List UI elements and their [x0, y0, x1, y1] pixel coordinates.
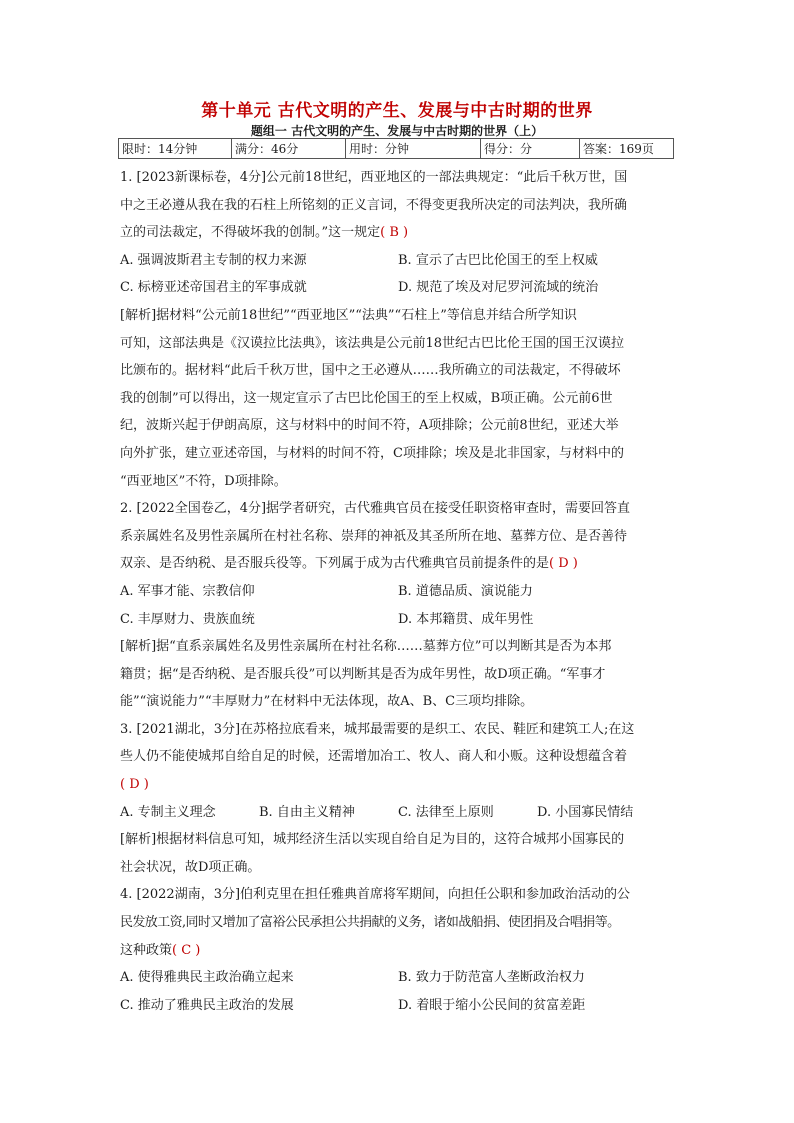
question-3 [120, 716, 676, 882]
question-2 [120, 495, 676, 716]
score-cell: 得分：分 [481, 139, 580, 159]
options-row [120, 964, 676, 992]
question-line: 系亲属姓名及男性亲属所在村社名称、崇拜的神祇及其圣所所在地、墓葬方位、是否善待 [120, 528, 628, 544]
analysis-line: [解析]据“直系亲属姓名及男性亲属所在村社名称……墓葬方位”可以判断其是否为本邦 [120, 639, 612, 655]
answer-mark: ( D ) [549, 556, 578, 572]
options-row [120, 606, 676, 634]
analysis-line: 我的创制”可以得出，这一规定宣示了古巴比伦国王的至上权威，B项正确。公元前6世 [120, 390, 613, 406]
question-line: 2. [2022全国卷乙，4分]据学者研究，古代雅典官员在接受任职资格审查时，需要回答直 [120, 501, 631, 517]
section-subtitle: 题组一 古代文明的产生、发展与中古时期的世界（上） [250, 124, 544, 138]
option-c: C. 标榜亚述帝国君主的军事成就 [120, 280, 307, 296]
options-row [120, 799, 676, 827]
analysis-line: “西亚地区”不符，D项排除。 [120, 473, 287, 489]
question-line [120, 550, 676, 578]
question-line: 3. [2021湖北，3分]在苏格拉底看来，城邦最需要的是织工、农民、鞋匠和建筑工人;在这 [120, 721, 635, 737]
options-row [120, 992, 676, 1020]
question-text: 这种政策 [120, 942, 173, 958]
info-row [119, 139, 674, 159]
question-1 [120, 164, 676, 495]
option-b: B. 道德品质、演说能力 [398, 583, 533, 599]
analysis-line: 可知，这部法典是《汉谟拉比法典》，该法典是公元前18世纪古巴比伦王国的国王汉谟拉 [120, 335, 625, 351]
question-line: 中之王必遵从我在我的石柱上所铭刻的正义言词，不得变更我所决定的司法判决，我所确 [120, 197, 628, 213]
question-line: 4. [2022湖南，3分]伯利克里在担任雅典首席将军期间，向担任公职和参加政治活动的公 [120, 887, 631, 903]
analysis-line: [解析]根据材料信息可知，城邦经济生活以实现自给自足为目的，这符合城邦小国寡民的 [120, 832, 625, 848]
answer-mark: ( C ) [172, 942, 201, 958]
analysis-line: 能”“演说能力”“丰厚财力”在材料中无法体现，故A、B、C三项均排除。 [120, 694, 534, 710]
time-used-cell: 用时：分钟 [346, 139, 481, 159]
answer-mark: ( D ) [120, 777, 149, 793]
analysis-line: 籍贯；据“是否纳税、是否服兵役”可以判断其是否为成年男性，故D项正确。“军事才 [120, 666, 606, 682]
option-d: D. 本邦籍贯、成年男性 [398, 611, 534, 627]
question-line [120, 937, 676, 965]
option-a: A. 专制主义理念 [120, 804, 216, 820]
analysis-line: 比颁布的。据材料“此后千秋万世，国中之王必遵从……我所确立的司法裁定，不得破坏 [120, 363, 621, 379]
option-a: A. 强调波斯君主专制的权力来源 [120, 252, 307, 268]
option-c: C. 丰厚财力、贵族血统 [120, 611, 255, 627]
option-d: D. 规范了埃及对尼罗河流域的统治 [398, 280, 599, 296]
question-line: 1. [2023新课标卷，4分]公元前18世纪，西亚地区的一部法典规定：“此后千秋万世，国 [120, 170, 628, 185]
analysis-line: 向外扩张，建立亚述帝国，与材料的时间不符，C项排除；埃及是北非国家，与材料中的 [120, 445, 624, 461]
question-list [120, 164, 676, 1019]
options-row [120, 247, 676, 275]
full-score-cell: 满分：46分 [232, 139, 346, 159]
options-row [120, 274, 676, 302]
options-row [120, 578, 676, 606]
question-text: 立的司法裁定，不得破坏我的创制。”这一规定 [120, 225, 381, 241]
option-d: D. 小国寡民情结 [537, 804, 634, 820]
answer-page-cell: 答案：169页 [580, 139, 674, 159]
unit-title: 第十单元 古代文明的产生、发展与中古时期的世界 [201, 101, 593, 121]
option-b: B. 致力于防范富人垄断政治权力 [398, 970, 585, 986]
question-text: 双亲、是否纳税、是否服兵役等。下列属于成为古代雅典官员前提条件的是 [120, 556, 550, 572]
analysis-line: 纪，波斯兴起于伊朗高原，这与材料中的时间不符，A项排除；公元前8世纪，亚述大举 [120, 418, 619, 434]
option-c: C. 推动了雅典民主政治的发展 [120, 997, 294, 1013]
question-line: 些人仍不能使城邦自给自足的时候，还需增加冶工、牧人、商人和小贩。这种设想蕴含着 [120, 749, 628, 765]
option-b: B. 宣示了古巴比伦国王的至上权威 [398, 252, 598, 268]
analysis-line: [解析]据材料“公元前18世纪”“西亚地区”“法典”“石柱上”等信息并结合所学知识 [120, 307, 577, 323]
question-4 [120, 881, 676, 1019]
question-line: 民发放工资,同时又增加了富裕公民承担公共捐献的义务，诸如战船捐、使团捐及合唱捐等。 [120, 915, 620, 931]
option-a: A. 军事才能、宗教信仰 [120, 583, 255, 599]
option-c: C. 法律至上原则 [398, 804, 494, 820]
question-line [120, 219, 676, 247]
option-b: B. 自由主义精神 [259, 804, 355, 820]
answer-mark: ( B ) [380, 225, 409, 241]
analysis-line: 社会状况，故D项正确。 [120, 859, 261, 875]
info-table [118, 138, 674, 159]
option-a: A. 使得雅典民主政治确立起来 [120, 970, 294, 986]
option-d: D. 着眼于缩小公民间的贫富差距 [398, 997, 586, 1013]
time-limit-cell: 限时：14分钟 [119, 139, 232, 159]
